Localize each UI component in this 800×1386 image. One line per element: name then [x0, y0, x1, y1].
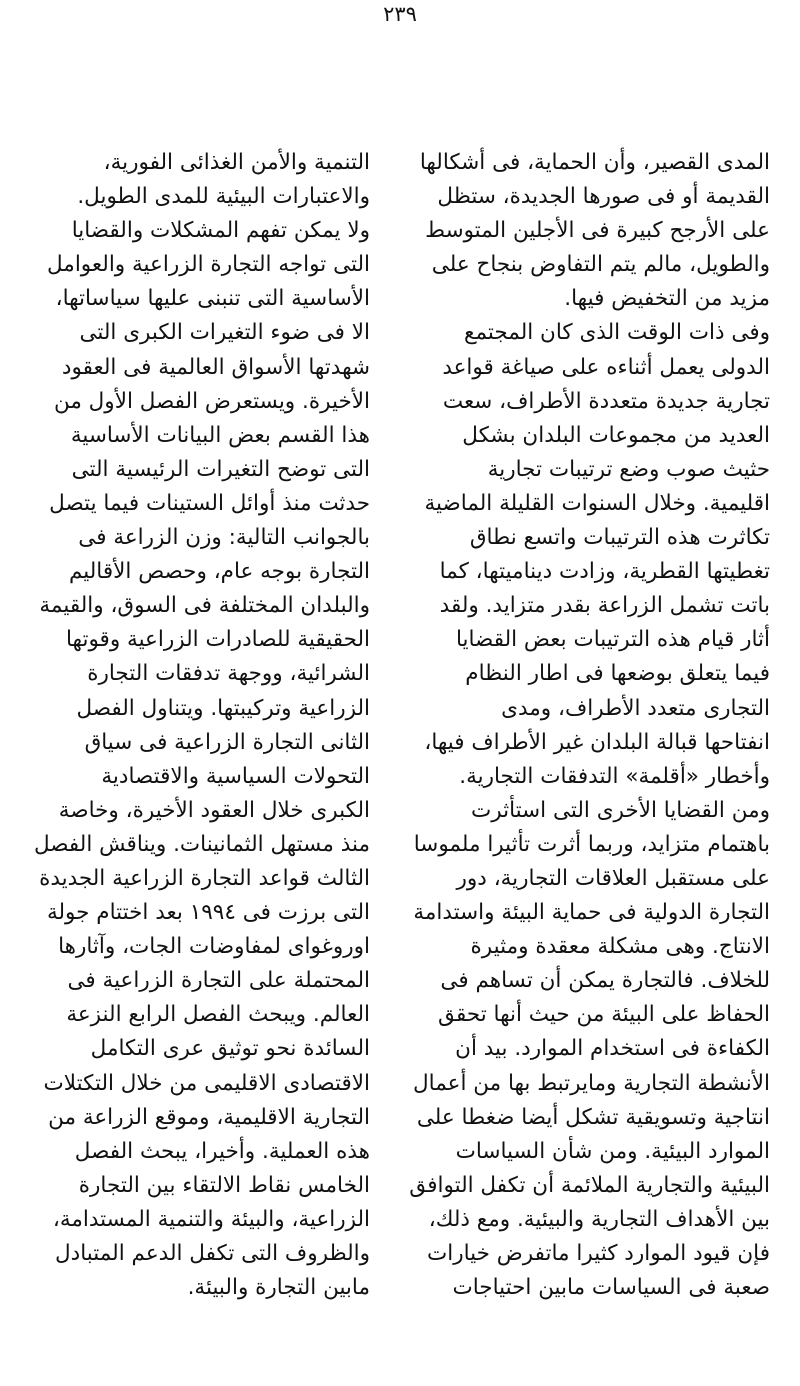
text-line: الزراعية وتركيبتها. ويتناول الفصل — [76, 695, 370, 721]
text-line: بين الأهداف التجارية والبيئية. ومع ذلك، — [428, 1206, 770, 1232]
text-line: التنمية والأمن الغذائى الفورية، — [103, 150, 370, 175]
text-line: التجارى متعدد الأطراف، ومدى — [501, 695, 770, 721]
text-line: حثيث صوب وضع ترتيبات تجارية — [487, 456, 770, 482]
text-line: المدى القصير، وأن الحماية، فى أشكالها — [419, 150, 770, 175]
text-line: القديمة أو فى صورها الجديدة، ستظل — [437, 184, 770, 210]
text-line: الموارد البيئية. ومن شأن السياسات — [455, 1138, 770, 1164]
text-line: مزيد من التخفيض فيها. — [564, 286, 770, 312]
text-line: الثالث قواعد التجارة الزراعية الجديدة — [39, 865, 370, 891]
text-line: انفتاحها قبالة البلدان غير الأطراف فيها، — [424, 729, 770, 755]
text-line: الدولى يعمل أثناءه على صياغة قواعد — [442, 354, 770, 380]
text-line: على الأرجح كبيرة فى الأجلين المتوسط — [425, 218, 770, 244]
text-line: الشرائية، ووجهة تدفقات التجارة — [87, 661, 370, 687]
text-line: تكاثرت هذه الترتيبات واتسع نطاق — [469, 525, 770, 551]
text-line: فإن قيود الموارد كثيرا ماتفرض خيارات — [427, 1241, 770, 1266]
text-line: الانتاج. وهى مشكلة معقدة ومثيرة — [470, 934, 770, 960]
text-line: أثار قيام هذه الترتيبات بعض القضايا — [455, 627, 770, 653]
text-line: باهتمام متزايد، وربما أثرت تأثيرا ملموسا — [413, 831, 770, 857]
text-line: هذه العملية. وأخيرا، يبحث الفصل — [74, 1138, 370, 1164]
text-line: الأنشطة التجارية ومايرتبط بها من أعمال — [413, 1070, 770, 1096]
text-line: والبلدان المختلفة فى السوق، والقيمة — [39, 593, 370, 619]
text-line: انتاجية وتسويقية تشكل أيضا ضغطا على — [416, 1104, 770, 1130]
text-line: الحفاظ على البيئة من حيث أنها تحقق — [438, 1002, 770, 1028]
text-line: والظروف التى تكفل الدعم المتبادل — [55, 1241, 370, 1266]
text-line: منذ مستهل الثمانينات. ويناقش الفصل — [33, 831, 370, 857]
text-line: الزراعية، والبيئة والتنمية المستدامة، — [52, 1206, 370, 1232]
text-line: التحولات السياسية والاقتصادية — [101, 763, 370, 789]
text-line: والاعتبارات البيئية للمدى الطويل. — [77, 184, 370, 210]
text-line: الثانى التجارة الزراعية فى سياق — [84, 729, 370, 755]
text-line: حدثت منذ أوائل الستينات فيما يتصل — [49, 490, 370, 516]
text-line: مابين التجارة والبيئة. — [187, 1275, 370, 1301]
text-line: وفى ذات الوقت الذى كان المجتمع — [464, 320, 770, 346]
page-number: ٢٣٩ — [383, 2, 417, 26]
text-line: تغطيتها القطرية، وزادت ديناميتها، كما — [439, 559, 770, 585]
text-line: بالجوانب التالية: وزن الزراعة فى — [78, 525, 370, 551]
text-line: صعبة فى السياسات مابين احتياجات — [452, 1275, 770, 1301]
text-line: التجارة الدولية فى حماية البيئة واستدامة — [413, 900, 770, 926]
text-line: ومن القضايا الأخرى التى استأثرت — [471, 797, 770, 823]
text-line: هذا القسم بعض البيانات الأساسية — [70, 422, 370, 448]
text-line: باتت تشمل الزراعة بقدر متزايد. ولقد — [439, 593, 770, 619]
text-line: الأساسية التى تنبنى عليها سياساتها، — [55, 286, 370, 312]
text-line: التجارة بوجه عام، وحصص الأقاليم — [68, 559, 370, 585]
text-line: وأخطار «أقلمة» التدفقات التجارية. — [459, 763, 770, 789]
text-line: للخلاف. فالتجارة يمكن أن تساهم فى — [440, 968, 770, 994]
text-line: فيما يتعلق بوضعها فى اطار النظام — [465, 661, 770, 687]
text-line: التى برزت فى ١٩٩٤ بعد اختتام جولة — [46, 900, 370, 926]
right-text-column — [400, 146, 770, 1305]
text-line: العالم. ويبحث الفصل الرابع النزعة — [66, 1002, 370, 1028]
text-line: الكفاءة فى استخدام الموارد. بيد أن — [455, 1036, 770, 1062]
text-line: المحتملة على التجارة الزراعية فى — [67, 968, 370, 994]
text-line: اوروغواى لمفاوضات الجات، وآثارها — [58, 934, 370, 960]
text-line: الخامس نقاط الالتقاء بين التجارة — [78, 1172, 370, 1198]
text-line: شهدتها الأسواق العالمية فى العقود — [61, 354, 370, 380]
text-line: اقليمية. وخلال السنوات القليلة الماضية — [424, 490, 770, 516]
text-line: البيئية والتجارية الملائمة أن تكفل التوافق — [409, 1172, 770, 1198]
text-line: تجارية جديدة متعددة الأطراف، سعت — [442, 388, 770, 414]
text-line: العديد من مجموعات البلدان بشكل — [462, 422, 770, 448]
text-line: على مستقبل العلاقات التجارية، دور — [456, 865, 770, 891]
text-line: الأخيرة. ويستعرض الفصل الأول من — [53, 388, 370, 414]
text-line: الحقيقية للصادرات الزراعية وقوتها — [66, 627, 370, 653]
text-line: ولا يمكن تفهم المشكلات والقضايا — [71, 218, 370, 244]
text-line: والطويل، مالم يتم التفاوض بنجاح على — [431, 252, 770, 278]
text-line: التى تواجه التجارة الزراعية والعوامل — [47, 252, 370, 278]
text-line: الا فى ضوء التغيرات الكبرى التى — [79, 320, 370, 346]
text-line: التى توضح التغيرات الرئيسية التى — [71, 456, 370, 482]
text-line: الكبرى خلال العقود الأخيرة، وخاصة — [58, 797, 370, 823]
text-line: الاقتصادى الاقليمى من خلال التكتلات — [43, 1070, 370, 1096]
left-text-column — [4, 146, 370, 1305]
text-line: السائدة نحو توثيق عرى التكامل — [90, 1036, 370, 1062]
text-line: التجارية الاقليمية، وموقع الزراعة من — [48, 1104, 370, 1130]
